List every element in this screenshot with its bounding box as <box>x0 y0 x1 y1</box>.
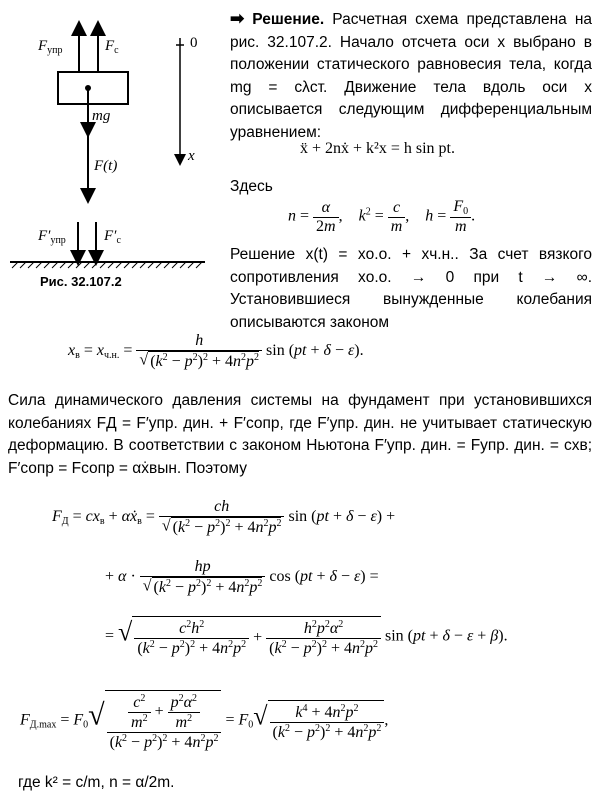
equation-fd-line3: = √ $\frac{c^2h^2}{(k^2 - p^2)^2 + 4n^2p^2}$ + $\frac{h^2p^2\alpha^2}{(k^2 - p^2)^2 + 4n^2p^2}$ sin (pt + δ − ε + β). <box>105 617 508 657</box>
label-zero: 0 <box>190 35 198 51</box>
equation-params: n = $\frac{\alpha}{2m}$ , $k^2$ = $\frac{c}{m}$ , h = $\frac{F_0}{m}$ . <box>288 198 476 235</box>
equation-fd-line1: $F_Д = cx_в$ + αẋ$_в$ = $\frac{ch}{√ (k^2 - p^2)^2 + 4n^2p^2}$ sin (pt + δ − ε) + <box>52 498 396 536</box>
label-f-upr-prime: $F'_{упр}$ <box>38 228 66 246</box>
figure-caption: Рис. 32.107.2 <box>40 274 122 289</box>
label-here: Здесь <box>230 178 273 195</box>
arrow-icon: ➡ <box>230 9 245 28</box>
label-f-c: $F_с$ <box>105 38 119 56</box>
equation-xv: $x_в = x_{ч.н.}$ = $\frac{h}{√ (k^2 - p^2)^2 + 4n^2p^2}$ sin (pt + δ − ε). <box>68 332 364 370</box>
solution-paragraph: Решение x(t) = xо.о. + xч.н.. За счет вязкого сопротивления xо.о. → 0 при t → ∞. Установившиеся вынужденные колебания описываются законом <box>230 246 592 331</box>
label-f-t: F(t) <box>94 158 118 174</box>
body-block <box>58 72 128 104</box>
solution-heading: Решение. <box>252 11 325 28</box>
label-f-c-prime: $F'_с$ <box>104 228 121 246</box>
dynamic-pressure-paragraph: Сила динамического давления системы на фундамент при установившихся колебаниях FД = F′упр. дин. + F′сопр, где F′упр. дин. не учитывает статическую деформацию. В соответствии с законом Ньютона F′упр. дин. = Fупр. дин. = cxв; F′сопр = Fсопр = αẋвын. Поэтому <box>8 392 592 477</box>
solution-intro <box>230 8 592 144</box>
label-f-upr: $F_{упр}$ <box>38 38 63 56</box>
final-note: где k² = c/m, n = α/2m. <box>18 774 175 791</box>
label-x-axis: x <box>188 148 195 164</box>
label-mg: mg <box>92 108 111 124</box>
equation-fd-line2: + α · $\frac{hp}{√ (k^2 - p^2)^2 + 4n^2p^2}$ cos (pt + δ − ε) = <box>105 558 379 596</box>
equation-fd-max: $F_{Д.max} = F_0√$ $\frac{c^2}{m^2}$ + $\frac{p^2\alpha^2}{m^2}$ $(k^2 - p^2)^2 + 4n^2p^2$ = $F_0√$ $\frac{k^4 + 4n^2p^2}{(k^2 - p^2)^2 + 4n^2p^2}$ , <box>20 690 388 752</box>
equation-main: ẍ + 2nẋ + k²x = h sin pt. <box>300 140 455 157</box>
solution-intro-text: Расчетная схема представлена на рис. 32.107.2. Начало отсчета оси x выбрано в положении статического равновесия тела, когда mg = cλст. Движение тела вдоль оси x описывается следующим дифференциальным уравнением: <box>230 11 593 141</box>
